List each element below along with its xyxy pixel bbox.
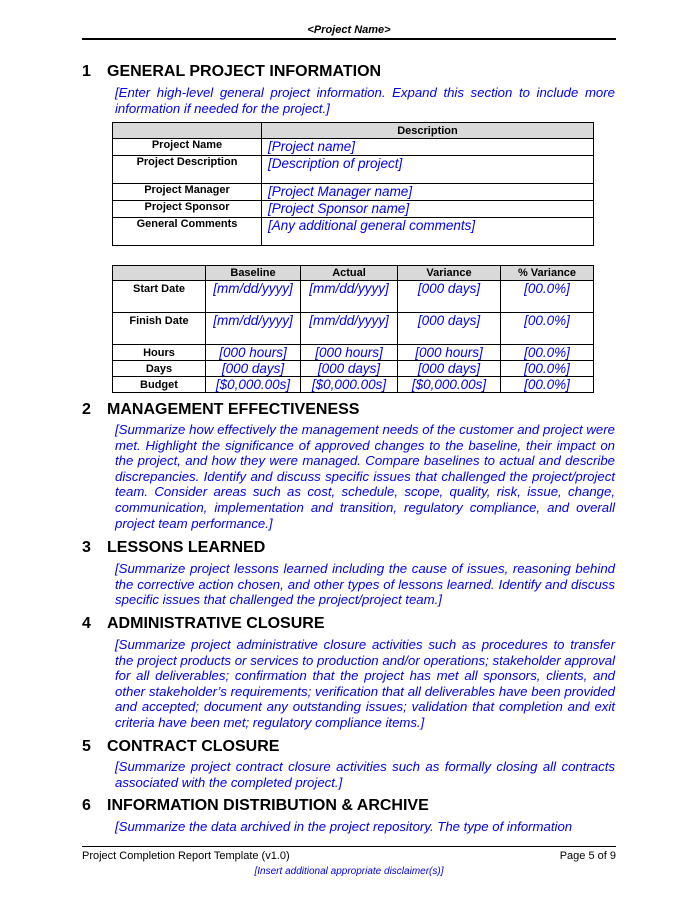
baseline-cell[interactable]: [$0,000.00s] — [206, 377, 301, 393]
footer-rule — [82, 846, 616, 847]
general-info-table — [112, 122, 594, 246]
row-label: General Comments — [113, 218, 262, 246]
row-value[interactable]: [Project Manager name] — [262, 184, 594, 201]
variance-cell[interactable]: [$0,000.00s] — [398, 377, 501, 393]
section-1-heading — [82, 63, 622, 81]
row-label: Days — [113, 361, 206, 377]
section-title: ADMINISTRATIVE CLOSURE — [107, 615, 325, 632]
column-header-variance: Variance — [398, 266, 501, 281]
table-row — [113, 345, 594, 361]
table-header-blank — [113, 123, 262, 139]
section-5-heading — [82, 738, 622, 756]
footer-page-number: Page 5 of 9 — [559, 850, 616, 862]
row-label: Budget — [113, 377, 206, 393]
section-number: 5 — [82, 738, 91, 755]
section-1-text: [Enter high-level general project information. Expand this section to include more information if needed for the project.] — [115, 85, 615, 116]
table-row — [113, 313, 594, 345]
section-5-text: [Summarize project contract closure activities such as formally closing all contracts associated with the completed project.] — [115, 759, 615, 790]
variance-cell[interactable]: [000 days] — [398, 361, 501, 377]
section-6-heading — [82, 797, 622, 815]
section-title: MANAGEMENT EFFECTIVENESS — [107, 401, 360, 418]
section-title: CONTRACT CLOSURE — [107, 738, 280, 755]
section-number: 3 — [82, 539, 91, 556]
footer-disclaimer: [Insert additional appropriate disclaimer(s)] — [254, 866, 444, 877]
table-header-description: Description — [262, 123, 594, 139]
page-header-title: <Project Name> — [307, 24, 391, 36]
actual-cell[interactable]: [mm/dd/yyyy] — [301, 281, 398, 313]
row-label: Project Manager — [113, 184, 262, 201]
variance-cell[interactable]: [000 days] — [398, 313, 501, 345]
table-row — [113, 184, 594, 201]
table-row — [113, 377, 594, 393]
column-header-baseline: Baseline — [206, 266, 301, 281]
section-title: INFORMATION DISTRIBUTION & ARCHIVE — [107, 797, 429, 814]
table-row — [113, 361, 594, 377]
row-label: Finish Date — [113, 313, 206, 345]
percent-variance-cell[interactable]: [00.0%] — [501, 377, 594, 393]
baseline-cell[interactable]: [mm/dd/yyyy] — [206, 313, 301, 345]
baseline-cell[interactable]: [mm/dd/yyyy] — [206, 281, 301, 313]
section-number: 2 — [82, 401, 91, 418]
section-title: GENERAL PROJECT INFORMATION — [107, 63, 382, 80]
row-value[interactable]: [Description of project] — [262, 156, 594, 184]
actual-cell[interactable]: [000 days] — [301, 361, 398, 377]
row-value[interactable]: [Project name] — [262, 139, 594, 156]
row-value[interactable]: [Project Sponsor name] — [262, 201, 594, 218]
header-rule — [82, 38, 616, 40]
table-row — [113, 281, 594, 313]
section-4-text: [Summarize project administrative closure activities such as procedures to transfer the project products or services to production and/or operations; stakeholder approval for all deliverables; confirmation that the project has met all sponsors, clients, and other stakeholder’s requirements; verification that all deliverables have been provided and accepted; document any outstanding issues; validation that completion and exit criteria have been met; regulatory compliance items.] — [115, 637, 615, 730]
baseline-cell[interactable]: [000 days] — [206, 361, 301, 377]
section-number: 1 — [82, 63, 91, 80]
section-3-heading — [82, 539, 622, 557]
percent-variance-cell[interactable]: [00.0%] — [501, 345, 594, 361]
percent-variance-cell[interactable]: [00.0%] — [501, 281, 594, 313]
row-label: Hours — [113, 345, 206, 361]
actual-cell[interactable]: [mm/dd/yyyy] — [301, 313, 398, 345]
section-number: 4 — [82, 615, 91, 632]
table-row — [113, 156, 594, 184]
performance-table — [112, 265, 594, 393]
table-header-blank — [113, 266, 206, 281]
percent-variance-cell[interactable]: [00.0%] — [501, 361, 594, 377]
section-2-text: [Summarize how effectively the management needs of the customer and project were met. Highlight the significance of approved changes to the baseline, their impact on the project, and how they were managed. Compare baselines to actual and describe discrepancies. Identify and discuss specific issues that challenged the project/project team. Consider areas such as cost, schedule, scope, quality, risk, issue, change, communication, implementation and transition, regulatory compliance, and overall project team performance.] — [115, 422, 615, 531]
row-value[interactable]: [Any additional general comments] — [262, 218, 594, 246]
table-row — [113, 139, 594, 156]
section-3-text: [Summarize project lessons learned including the cause of issues, reasoning behind the corrective action chosen, and other types of lessons learned. Identify and discuss specific issues that challenged the project/project team.] — [115, 561, 615, 608]
variance-cell[interactable]: [000 days] — [398, 281, 501, 313]
row-label: Project Name — [113, 139, 262, 156]
row-label: Start Date — [113, 281, 206, 313]
column-header-percent-variance: % Variance — [501, 266, 594, 281]
variance-cell[interactable]: [000 hours] — [398, 345, 501, 361]
footer-document-name: Project Completion Report Template (v1.0) — [82, 850, 290, 862]
table-row — [113, 201, 594, 218]
percent-variance-cell[interactable]: [00.0%] — [501, 313, 594, 345]
column-header-actual: Actual — [301, 266, 398, 281]
section-6-text: [Summarize the data archived in the project repository. The type of information — [115, 819, 573, 834]
section-title: LESSONS LEARNED — [107, 539, 266, 556]
section-2-heading — [82, 401, 622, 419]
actual-cell[interactable]: [$0,000.00s] — [301, 377, 398, 393]
table-row — [113, 218, 594, 246]
baseline-cell[interactable]: [000 hours] — [206, 345, 301, 361]
section-number: 6 — [82, 797, 91, 814]
row-label: Project Sponsor — [113, 201, 262, 218]
row-label: Project Description — [113, 156, 262, 184]
section-4-heading — [82, 615, 622, 633]
actual-cell[interactable]: [000 hours] — [301, 345, 398, 361]
